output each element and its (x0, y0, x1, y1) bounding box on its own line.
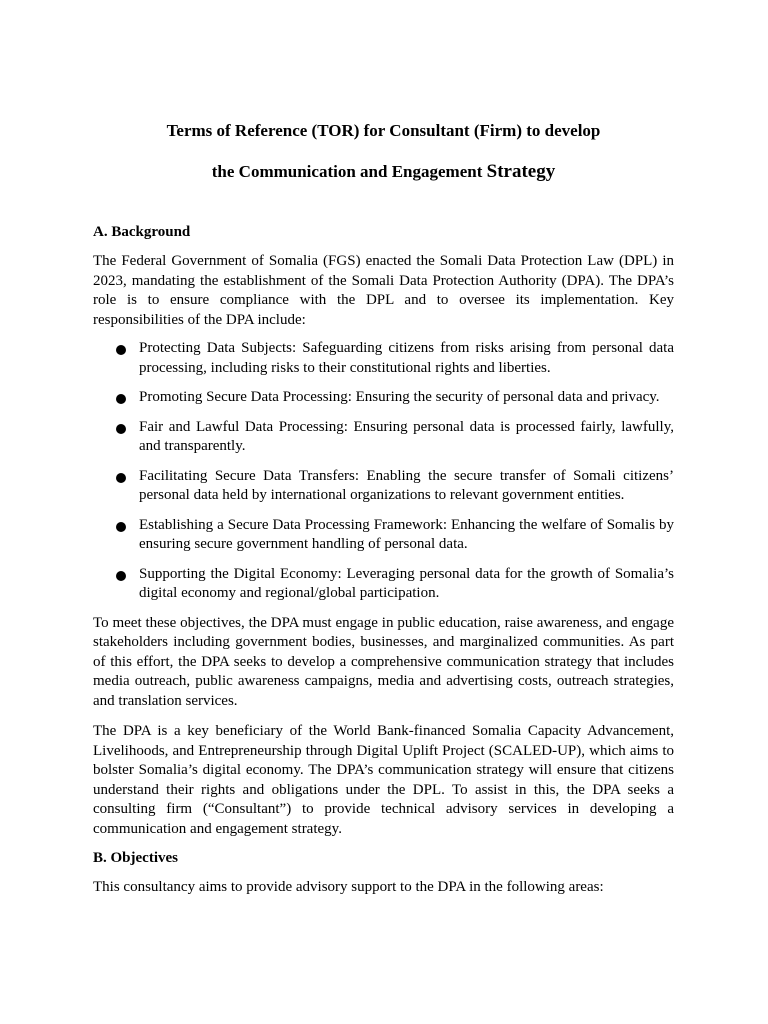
bullet-icon (116, 522, 126, 532)
list-item (139, 339, 674, 378)
bullet-icon (116, 345, 126, 355)
title-line-2-tail: Strategy (486, 161, 556, 182)
background-intro-paragraph: The Federal Government of Somalia (FGS) enacted the Somali Data Protection Law (DPL) in 2023, mandating the establishment of the Somali Data Protection Authority (DPA). The DPA’s role is to ensure compliance with the DPL and to oversee its implementation. Key responsibilities of the DPA include: (93, 253, 674, 328)
document-title-line-1: Terms of Reference (TOR) for Consultant (Firm) to develop (166, 121, 601, 140)
background-paragraph-2: To meet these objectives, the DPA must engage in public education, raise awareness, and engage stakeholders including government bodies, businesses, and marginalized communities. As part of this effort, the DPA seeks to develop a comprehensive communication strategy that includes media outreach, public awareness campaigns, media and advertising costs, outreach strategies, and translation services. (93, 614, 674, 709)
objectives-intro-paragraph: This consultancy aims to provide advisory support to the DPA in the following areas: (93, 879, 604, 895)
bullet-icon (116, 571, 126, 581)
list-item-text: Supporting the Digital Economy: Leveraging personal data for the growth of Somalia’s digital economy and regional/global participation. (139, 565, 674, 601)
list-item (139, 388, 674, 408)
bullet-icon (116, 394, 126, 404)
responsibilities-list (93, 339, 674, 604)
list-item (139, 565, 674, 604)
document-title-line-2 (93, 162, 674, 181)
list-item (139, 467, 674, 506)
title-line-2-main: the Communication and Engagement (211, 162, 487, 181)
section-heading-background: A. Background (93, 224, 191, 240)
list-item-text: Fair and Lawful Data Processing: Ensuring personal data is processed fairly, lawfully, and transparently. (139, 418, 674, 454)
list-item (139, 516, 674, 555)
section-heading-objectives: B. Objectives (93, 850, 178, 866)
background-paragraph-3: The DPA is a key beneficiary of the World Bank-financed Somalia Capacity Advancement, Livelihoods, and Entrepreneurship through Digital Uplift Project (SCALED-UP), which aims to bolster Somalia’s digital economy. The DPA’s communication strategy will ensure that citizens understand their rights and obligations under the DPL. To assist in this, the DPA seeks a consulting firm (“Consultant”) to provide technical advisory services in developing a communication and engagement strategy. (93, 723, 674, 837)
bullet-icon (116, 473, 126, 483)
list-item-text: Promoting Secure Data Processing: Ensuring the security of personal data and privacy. (139, 389, 660, 405)
list-item-text: Protecting Data Subjects: Safeguarding citizens from risks arising from personal data processing, including risks to their constitutional rights and liberties. (139, 340, 674, 376)
list-item-text: Establishing a Secure Data Processing Framework: Enhancing the welfare of Somalis by ensuring secure government handling of personal data. (139, 516, 674, 552)
list-item-text: Facilitating Secure Data Transfers: Enabling the secure transfer of Somali citizens’ personal data held by international organizations to relevant government entities. (139, 467, 674, 503)
list-item (139, 418, 674, 457)
bullet-icon (116, 424, 126, 434)
